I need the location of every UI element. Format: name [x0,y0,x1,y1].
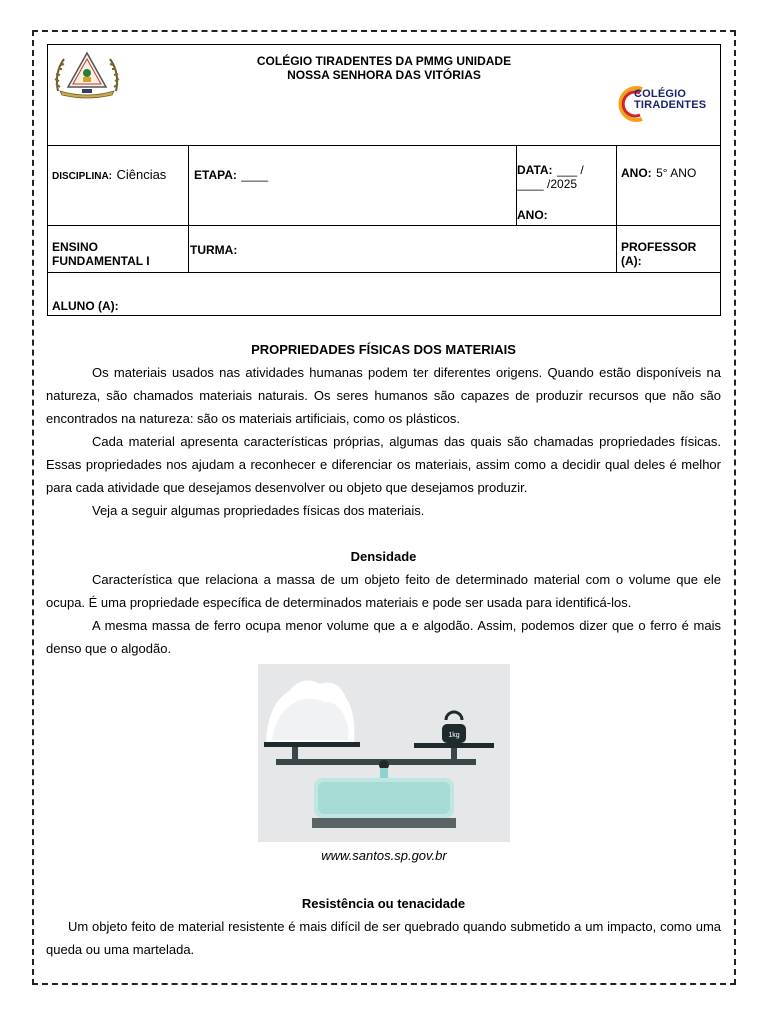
densidade-section [46,545,721,660]
paragraph-6: Um objeto feito de material resistente é mais difícil de ser quebrado quando submetido a um impacto, como uma queda ou uma martelada. [46,919,721,957]
paragraph-1: Os materiais usados nas atividades humanas podem ter diferentes origens. Quando estão disponíveis na natureza, são chamados materiais naturais. Os seres humanos são capazes de produzir recursos que não são encontrados na natureza: são os materiais artificiais, como os plásticos. [46,365,721,426]
main-title: PROPRIEDADES FÍSICAS DOS MATERIAIS [251,342,516,357]
school-name [48,54,720,82]
turma-label: TURMA: [190,243,238,257]
data-value-line2: ____ /2025 [517,177,578,191]
ensino-line2: FUNDAMENTAL I [52,254,150,268]
etapa-cell [189,146,517,225]
intro-section [46,338,721,522]
header-row-disciplina [48,146,720,226]
brand-line2: TIRADENTES [634,99,707,111]
ano-label: ANO: [621,166,652,180]
paragraph-2: Cada material apresenta características próprias, algumas das quais são chamadas propriedades físicas. Essas propriedades nos ajudam a reconhecer e diferenciar os materiais, assim como a decidir qual deles é melhor para cada atividade que desejamos desenvolver ou objeto que desejamos produzir. [46,434,721,495]
professor-line2: (A): [621,254,642,268]
resistencia-title: Resistência ou tenacidade [301,896,466,911]
ensino-line1: ENSINO [52,240,99,254]
ano-label-left: ANO: [517,208,548,222]
colegio-tiradentes-logo [618,83,706,123]
ano-value: 5° ANO [656,166,697,180]
paragraph-4: Característica que relaciona a massa de um objeto feito de determinado material com o volume que ele ocupa. É uma propriedade específica de determinados materiais e pode ser usada para identificá-los. [46,572,721,610]
header-row-ensino [48,226,720,273]
disciplina-label: DISCIPLINA: [52,171,112,182]
professor-cell [617,226,720,272]
ano-cell [617,146,720,225]
header-table [47,44,721,316]
data-label: DATA: [517,163,553,177]
disciplina-value: Ciências [116,167,167,182]
professor-line1: PROFESSOR [621,240,697,254]
weight-label: 1kg [448,732,460,739]
paragraph-3: Veja a seguir algumas propriedades físicas dos materiais. [92,503,425,518]
etapa-value: ____ [241,168,269,182]
data-cell [517,146,617,225]
balance-scale-illustration [258,664,510,842]
brand-line1: COLÉGIO [634,88,687,100]
header-row-school [48,45,720,146]
figure-caption: www.santos.sp.gov.br [321,848,447,863]
school-name-line2: NOSSA SENHORA DAS VITÓRIAS [287,68,481,82]
data-value-line1: ___ / [557,163,584,177]
resistencia-section [46,892,721,961]
aluno-label: ALUNO (A): [52,299,119,313]
header-row-aluno [48,273,720,315]
disciplina-cell [48,146,189,225]
densidade-title: Densidade [350,549,417,564]
etapa-label: ETAPA: [194,168,237,182]
ensino-cell [48,226,189,272]
brand-text [634,89,706,111]
school-name-line1: COLÉGIO TIRADENTES DA PMMG UNIDADE [256,54,512,68]
paragraph-5: A mesma massa de ferro ocupa menor volume que a e algodão. Assim, podemos dizer que o ferro é mais denso que o algodão. [46,618,721,656]
balance-scale-image [258,664,510,842]
turma-cell [189,226,617,272]
